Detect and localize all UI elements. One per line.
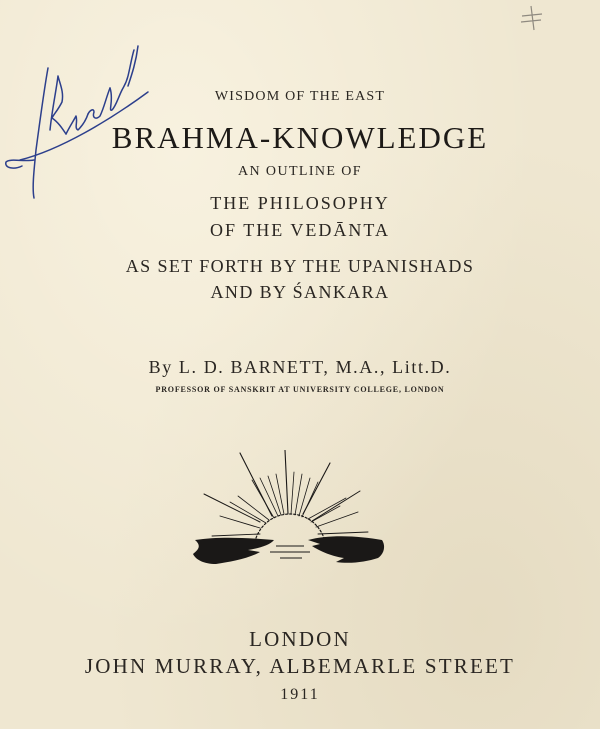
- subtitle-line-4: AS SET FORTH BY THE UPANISHADS: [125, 256, 475, 276]
- rising-sun-over-water-icon: [190, 450, 390, 580]
- subtitle-line-3: OF THE VEDĀNTA: [210, 220, 390, 240]
- publisher-name: JOHN MURRAY, ALBEMARLE STREET: [84, 654, 516, 678]
- handwritten-signature: [0, 10, 170, 210]
- pencil-mark: [517, 4, 547, 32]
- series-title: WISDOM OF THE EAST: [214, 89, 386, 104]
- book-title: BRAHMA-KNOWLEDGE: [111, 120, 489, 155]
- subtitle-line-1: AN OUTLINE OF: [238, 164, 362, 179]
- author-affiliation: PROFESSOR OF SANSKRIT AT UNIVERSITY COLLEGE, LONDON: [155, 385, 445, 394]
- author-line: By L. D. BARNETT, M.A., Litt.D.: [148, 357, 452, 377]
- publisher-city: LONDON: [249, 627, 351, 651]
- publication-year: 1911: [280, 686, 320, 703]
- subtitle-line-5: AND BY ŚANKARA: [210, 282, 390, 302]
- subtitle-line-2: THE PHILOSOPHY: [210, 193, 390, 213]
